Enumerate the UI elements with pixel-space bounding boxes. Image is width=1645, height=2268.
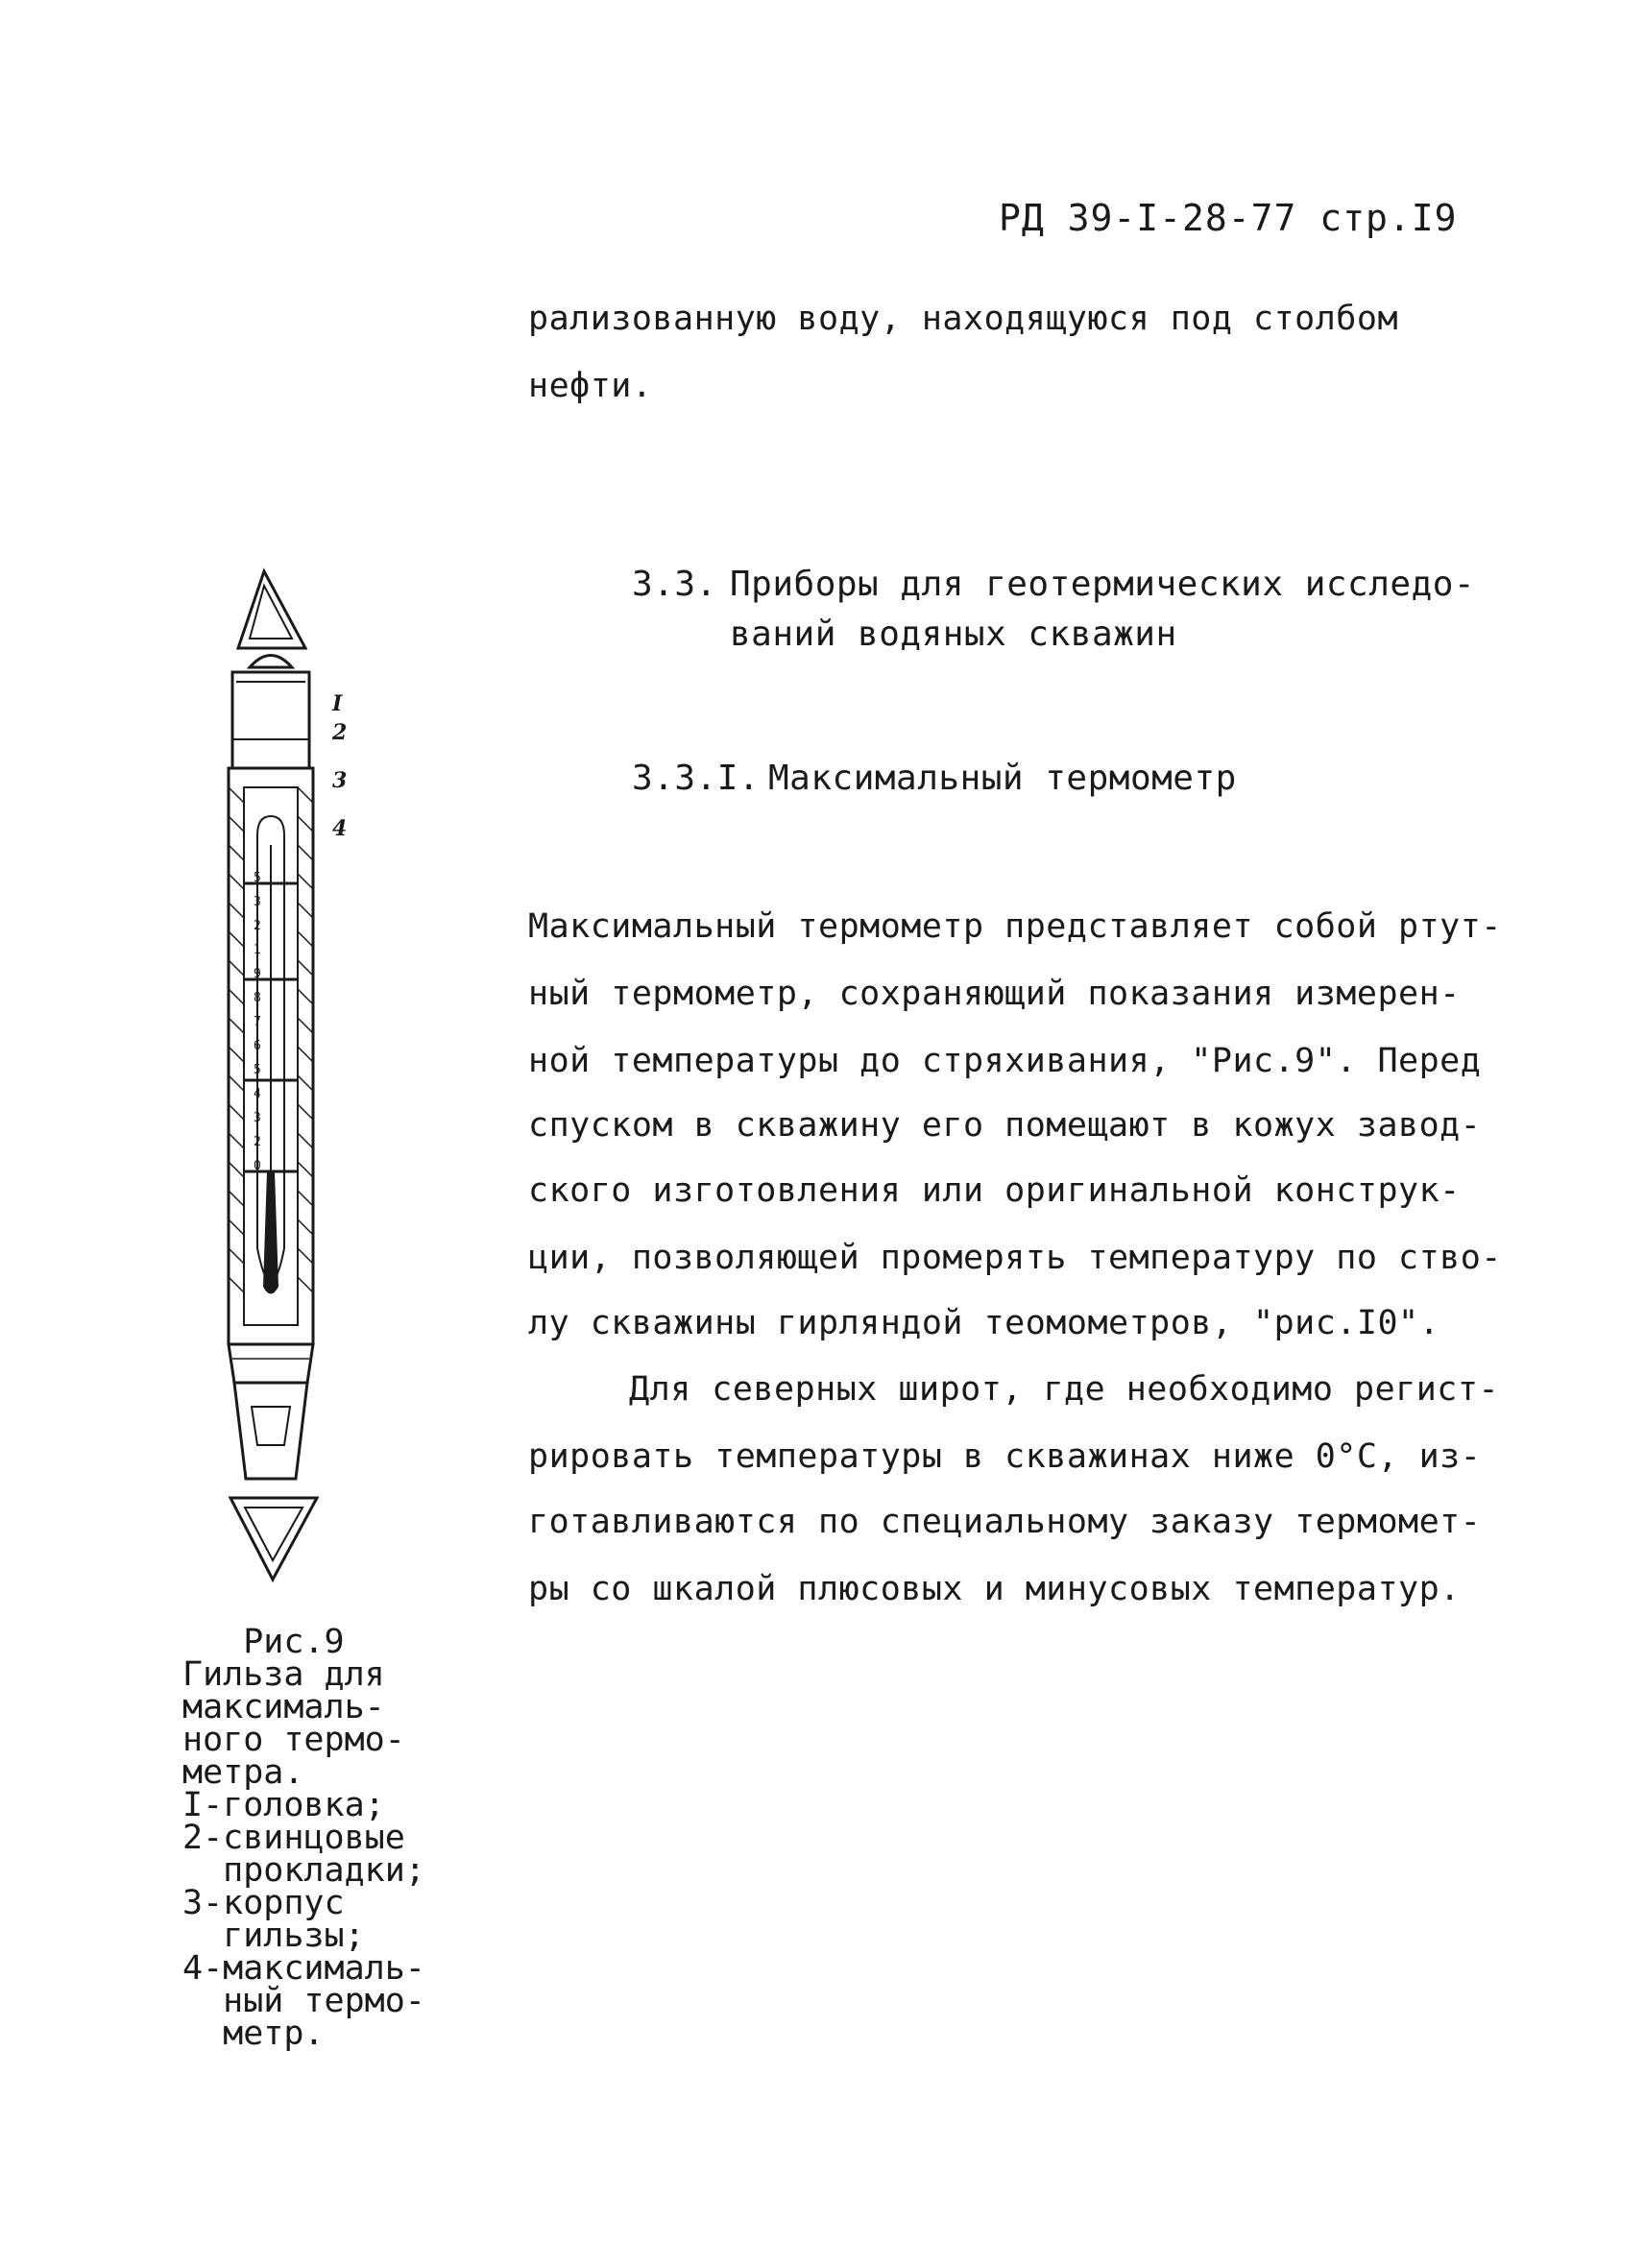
scale-digit: 2 — [254, 1135, 261, 1149]
section-title-line-2: ваний водяных скважин — [730, 615, 1177, 654]
bottom-collar — [229, 1344, 313, 1383]
scale-digits — [254, 866, 261, 1178]
caption-line-3: максималь- — [182, 1688, 385, 1726]
bottom-eye-outline — [230, 1498, 317, 1580]
thermometer-sleeve-drawing — [211, 557, 355, 1632]
caption-line-10: гильзы; — [182, 1917, 365, 1955]
bottom-cone — [234, 1383, 307, 1479]
scale-digit: 4 — [254, 1087, 261, 1101]
scale-digit: 7 — [254, 1015, 261, 1029]
page-header: РД 39-I-28-77 стр.I9 — [999, 197, 1458, 239]
scale-digit: 8 — [254, 991, 261, 1005]
mercury-bulb — [263, 1171, 278, 1294]
lead-gasket — [232, 739, 309, 768]
paragraph1-line-2: ный термометр, сохраняющий показания измерен- — [528, 975, 1461, 1013]
paragraph1-line-7: лу скважины гирляндой теомометров, "рис.I0". — [528, 1304, 1440, 1342]
paragraph2-line-3: готавливаются по специальному заказу термомет- — [528, 1503, 1482, 1541]
caption-line-13: метр. — [182, 2015, 325, 2053]
scale-digit: 5 — [254, 871, 261, 885]
paragraph2-line-1: Для северных широт, где необходимо регист- — [629, 1370, 1500, 1409]
caption-line-11: 4-максималь- — [182, 1949, 425, 1988]
caption-line-4: ного термо- — [182, 1721, 405, 1759]
scale-digit: 1 — [254, 943, 261, 957]
paragraph1-line-1: Максимальный термометр представляет собой ртут- — [528, 907, 1502, 946]
section-title-line-1: Приборы для геотермических исследо- — [730, 565, 1476, 604]
callout-1: I — [332, 691, 343, 716]
caption-line-8: прокладки; — [182, 1851, 425, 1890]
thermometer-sleeve-figure — [211, 557, 355, 1632]
caption-line-7: 2-свинцовые — [182, 1819, 405, 1857]
scale-digit: 0 — [254, 1159, 261, 1173]
callout-4: 4 — [332, 816, 348, 841]
paragraph1-line-3: ной температуры до стряхивания, "Рис.9". Перед — [528, 1042, 1482, 1080]
subsection-title: Максимальный термометр — [768, 759, 1237, 798]
paragraph2-line-4: ры со шкалой плюсовых и минусовых температур. — [528, 1570, 1461, 1608]
caption-line-12: ный термо- — [182, 1982, 425, 2020]
section-number: 3.3. — [632, 565, 717, 604]
subsection-number: 3.3.I. — [632, 759, 761, 798]
caption-line-9: 3-корпус — [182, 1884, 345, 1922]
paragraph1-line-6: ции, позволяющей промерять температуру по ство- — [528, 1239, 1502, 1277]
scale-digit: 3 — [254, 1111, 261, 1125]
continuation-line-2: нефти. — [528, 367, 653, 405]
scale-digit: 6 — [254, 1039, 261, 1053]
scale-digit: 3 — [254, 895, 261, 909]
caption-line-5: метра. — [182, 1753, 304, 1792]
scale-digit: 2 — [254, 919, 261, 933]
caption-line-6: I-головка; — [182, 1786, 385, 1824]
scale-digit: 9 — [254, 967, 261, 981]
continuation-line-1: рализованную воду, находящуюся под столбом — [528, 300, 1399, 338]
paragraph1-line-4: спуском в скважину его помещают в кожух завод- — [528, 1106, 1482, 1145]
callout-2: 2 — [332, 720, 348, 745]
head-block — [232, 672, 309, 768]
paragraph2-line-2: рировать температуры в скважинах ниже 0°С, из- — [528, 1437, 1482, 1476]
top-eye-outline — [238, 571, 305, 648]
callout-3: 3 — [332, 768, 348, 793]
caption-line-2: Гильза для — [182, 1655, 385, 1694]
paragraph1-line-5: ского изготовления или оригинальной конструк- — [528, 1171, 1461, 1210]
head-cap — [250, 656, 292, 668]
caption-line-1: Рис.9 — [182, 1623, 345, 1661]
scale-digit: 5 — [254, 1063, 261, 1077]
